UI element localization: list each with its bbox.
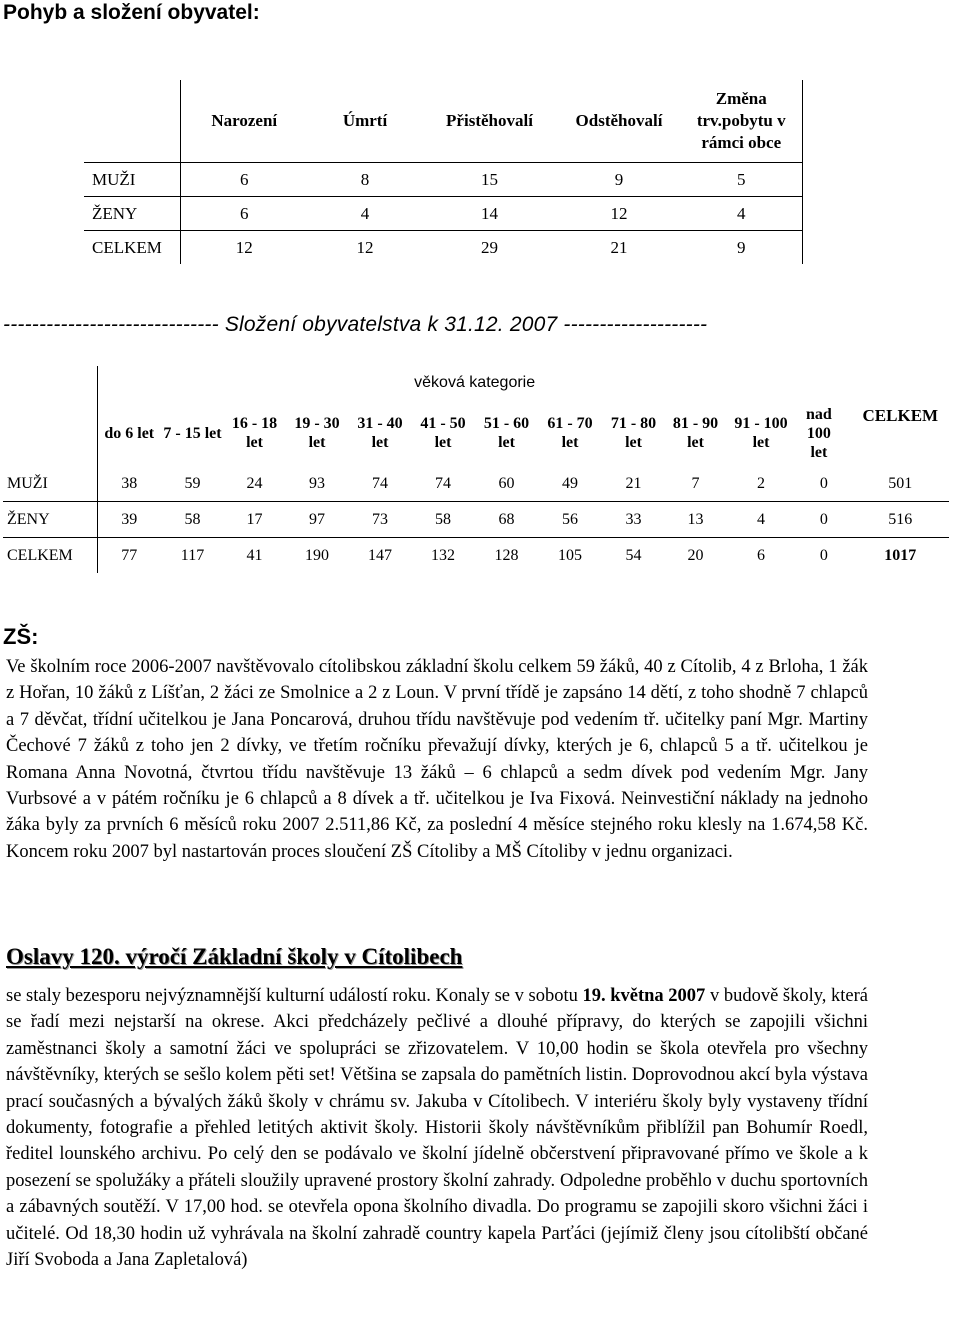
cell: 12 (180, 231, 308, 265)
cell: 6 (726, 538, 796, 574)
header-births: Narození (211, 111, 278, 130)
cell: 97 (285, 502, 349, 538)
header-age-0-6: do 6 let (104, 424, 155, 442)
cell: 2 (757, 474, 765, 492)
cell: 20 (665, 538, 726, 574)
cell: 9 (557, 163, 681, 197)
cell: 74 (372, 474, 388, 492)
cell: 14 (422, 197, 557, 231)
total-cell: 1017 (852, 538, 949, 574)
cell: 56 (538, 502, 602, 538)
school-paragraph: Ve školním roce 2006-2007 navštěvovalo cítolibskou základní školu celkem 59 žáků, 40 z Cítolib, 4 z Brloha, 1 žák z Hořan, 10 žáků z Líšťan, 2 žáci ze Smolnice a 2 z Loun. V první třídě je zapsáno 14 dětí, z toho shodně 7 chlapců a 7 děvčat, třídní učitelkou je Jana Poncarová, druhou třídu navštěvuje pod vedením tř. učitelky paní Mgr. Martiny Čechové 7 žáků z toho jen 2 dívky, ve třetím ročníku převažují dívky, kterých je 6, chlapců 5 a tř. učitelkou je Romana Anna Novotná, čtvrtou třídu navštěvuje 13 žáků – 6 chlapců a sedm dívek pod vedením Mgr. Jany Vurbsové a v pátém ročníku je 6 chlapců a 8 dívek a tř. učitelkou je Iva Fixová. Neinvestiční náklady na jednoho žáka byly za prvních 6 měsíců roku 2007 2.511,86 Kč, za poslední 4 měsíce stejného roku klesly na 1.674,58 Kč. Koncem roku 2007 byl nastartován proces sloučení ZŠ Cítoliby a MŠ Cítoliby v jednu organizaci. (6, 657, 868, 862)
cell: 7 (691, 474, 700, 492)
table-row (3, 466, 949, 502)
age-composition-table (3, 366, 949, 573)
row-label: CELKEM (3, 538, 97, 574)
page-heading: Pohyb a složení obyvatel: (3, 1, 260, 24)
header-age-81-90: 81 - 90 let (672, 415, 719, 451)
header-emigrants: Odstěhovalí (575, 111, 663, 130)
cell: 9 (681, 231, 802, 265)
celebration-paragraph (6, 983, 868, 1273)
row-label: MUŽI (84, 163, 180, 197)
header-age-31-40: 31 - 40 let (357, 415, 403, 451)
cell: 49 (562, 474, 578, 492)
corner-cell (3, 366, 97, 466)
cell: 93 (309, 474, 325, 492)
table-row (3, 502, 949, 538)
cell: 59 (184, 474, 201, 492)
cell: 29 (422, 231, 557, 265)
cell: 73 (349, 502, 411, 538)
cell: 54 (602, 538, 665, 574)
celebration-intro: se staly bezesporu nejvýznamnější kulturní událostí roku. Konaly se v sobotu (6, 986, 583, 1006)
composition-divider: ------------------------------ Složení obyvatelstva k 31.12. 2007 -------------------- (3, 313, 708, 336)
celebration-heading: Oslavy 120. výročí Základní školy v Cítolibech (6, 944, 463, 969)
cell: 117 (161, 538, 224, 574)
header-age-61-70: 61 - 70 let (547, 415, 593, 451)
cell: 77 (97, 538, 161, 574)
header-deaths: Úmrtí (342, 111, 388, 130)
cell: 0 (796, 538, 852, 574)
cell: 4 (308, 197, 422, 231)
cell: 6 (180, 163, 308, 197)
cell: 21 (557, 231, 681, 265)
cell: 74 (435, 474, 451, 492)
cell: 8 (308, 163, 422, 197)
cell: 41 (224, 538, 285, 574)
population-movement-table (84, 80, 803, 264)
cell: 147 (349, 538, 411, 574)
header-age-51-60: 51 - 60 let (483, 415, 530, 451)
header-age-7-15: 7 - 15 let (163, 424, 222, 442)
age-category-label: věková kategorie (414, 374, 536, 391)
cell: 58 (411, 502, 475, 538)
cell: 5 (681, 163, 802, 197)
header-age-over-100: nad 100 let (806, 405, 832, 461)
school-heading: ZŠ: (3, 624, 39, 649)
corner-cell (84, 80, 180, 163)
cell: 190 (285, 538, 349, 574)
row-label: ŽENY (84, 197, 180, 231)
cell: 6 (180, 197, 308, 231)
header-age-16-18: 16 - 18 let (231, 415, 278, 451)
celebration-date: 19. května 2007 (582, 986, 706, 1006)
total-cell: 501 (888, 474, 913, 492)
table-row (3, 538, 949, 574)
cell: 12 (308, 231, 422, 265)
cell: 132 (411, 538, 475, 574)
cell: 105 (538, 538, 602, 574)
cell: 12 (557, 197, 681, 231)
header-age-71-80: 71 - 80 let (610, 415, 657, 451)
table-row (84, 197, 802, 231)
cell: 58 (161, 502, 224, 538)
cell: 68 (475, 502, 538, 538)
row-label: ŽENY (3, 502, 97, 538)
cell: 60 (498, 474, 515, 492)
cell: 4 (726, 502, 796, 538)
cell: 38 (121, 474, 138, 492)
header-residence-change: Změna trv.pobytu v rámci obce (681, 80, 802, 163)
cell: 39 (97, 502, 161, 538)
cell: 24 (246, 474, 263, 492)
row-label: MUŽI (3, 466, 97, 502)
cell: 4 (681, 197, 802, 231)
total-header: CELKEM (862, 406, 939, 425)
cell: 128 (475, 538, 538, 574)
table-row (84, 231, 802, 265)
total-cell: 516 (852, 502, 949, 538)
cell: 0 (819, 474, 828, 492)
cell: 15 (422, 163, 557, 197)
cell: 17 (224, 502, 285, 538)
table-row (84, 163, 802, 197)
cell: 0 (796, 502, 852, 538)
cell: 21 (625, 474, 642, 492)
header-age-19-30: 19 - 30 let (294, 415, 340, 451)
row-label: CELKEM (84, 231, 180, 265)
cell: 13 (665, 502, 726, 538)
header-age-41-50: 41 - 50 let (420, 415, 466, 451)
celebration-text: v budově školy, která se řadí mezi nejstarší na okrese. Akci předcházely pečlivé a dlouhé přípravy, do kterých se zapojili všichni zaměstnanci školy a samotní žáci ve spolupráci se zřizovatelem. V 10,00 hodin se škola otevřela pro všechny návštěvníky, kterých se sešlo kolem pěti set! Většina se zapsala do pamětních listin. Doprovodnou akcí byla výstava prací současných a bývalých žáků školy v chrámu sv. Jakuba v Cítolibech. V interiéru školy byly vystaveny třídní dokumenty, fotografie a přehled letitých aktivit školy. Historii školy návštěvníkům přiblížil pan Bohumír Roedl, ředitel lounského archivu. Po celý den se podávalo ve školní jídelně občerstvení připravované přímo ve škole a k posezení se spolužáky a přáteli sloužily upravené prostory školní zahrady. Odpoledne proběhlo v duchu sportovních a zábavných soutěží. V 17,00 hod. se otevřela opona školního divadla. Do programu se zapojili skoro všichni žáci i učitelé. Od 18,30 hodin už vyhrávala na školní zahradě country kapela Parťáci (jejímiž členy jsou cítolibští občané Jiří Svoboda a Jana Zapletalová) (6, 986, 869, 1271)
header-immigrants: Přistěhovalí (446, 111, 533, 130)
cell: 33 (602, 502, 665, 538)
header-age-91-100: 91 - 100 let (734, 415, 788, 451)
